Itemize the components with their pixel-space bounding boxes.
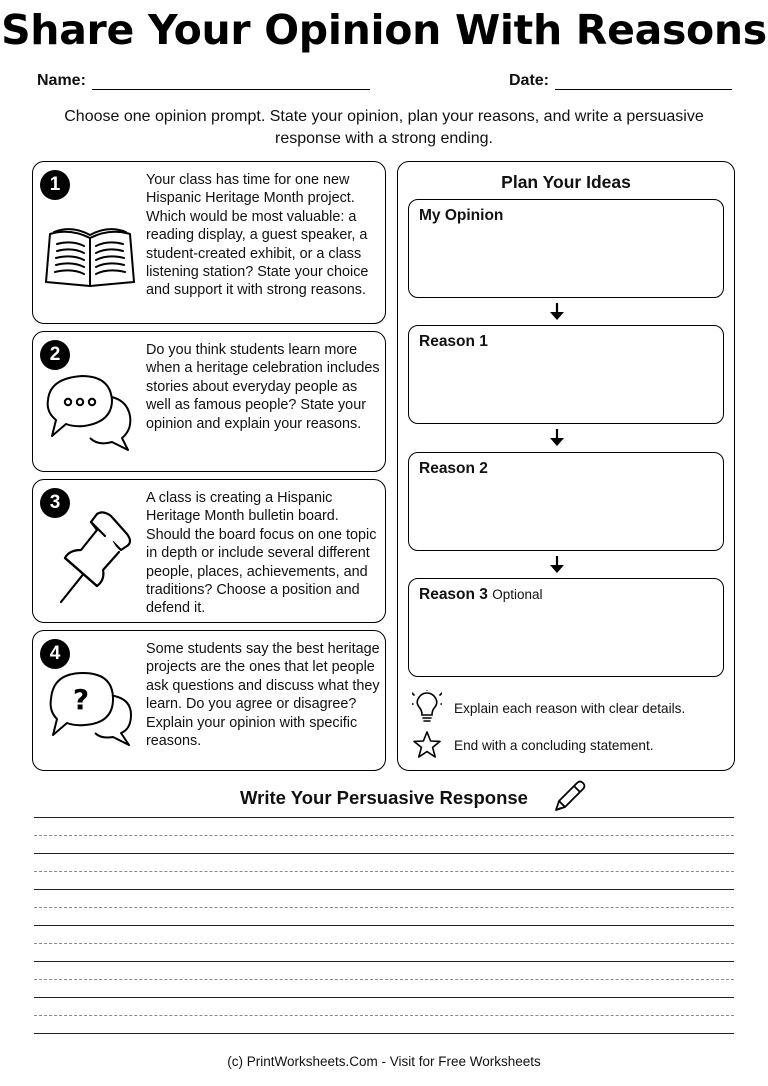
worksheet-title: Share Your Opinion With Reasons: [1, 6, 767, 54]
optional-tag: Optional: [492, 587, 543, 602]
response-title: Write Your Persuasive Response: [240, 787, 528, 808]
prompt-text: Do you think students learn more when a heritage celebration includes stories about everyday people as well as famous people? State your opinion and explain your reasons.: [146, 342, 380, 432]
svg-text:?: ?: [72, 683, 90, 716]
writing-line[interactable]: [34, 997, 734, 998]
star-icon: [412, 730, 442, 760]
date-field[interactable]: [555, 89, 732, 90]
date-label: Date:: [509, 72, 550, 89]
arrow-down-icon: [549, 555, 565, 575]
prompt-card-3[interactable]: [32, 479, 386, 623]
prompt-number-badge: 4: [40, 639, 70, 669]
prompt-text: Your class has time for one new Hispanic Heritage Month project. Which would be most valuable: a reading display, a guest speaker, a student-created exhibit, or a class listening station? State your choice and support it with strong reasons.: [146, 172, 369, 299]
writing-line[interactable]: [34, 817, 734, 818]
writing-line[interactable]: [34, 925, 734, 926]
plan-box-label: Reason 1: [419, 333, 488, 350]
writing-midline: [34, 1015, 734, 1016]
pushpin-icon: [51, 510, 141, 610]
pencil-icon: [552, 778, 588, 814]
question-bubbles-icon: [47, 669, 137, 749]
lightbulb-icon: [412, 690, 442, 724]
prompt-card-1[interactable]: [32, 161, 386, 324]
instructions-text: Choose one opinion prompt. State your opinion, plan your reasons, and write a persuasive response with a strong ending.: [64, 108, 704, 147]
reason-2-box[interactable]: [408, 452, 724, 551]
prompt-card-2[interactable]: [32, 331, 386, 472]
reason-3-box[interactable]: [408, 578, 724, 677]
name-field[interactable]: [92, 89, 370, 90]
prompt-number-badge: 1: [40, 170, 70, 200]
plan-box-label: My Opinion: [419, 207, 504, 224]
prompt-text: Some students say the best heritage projects are the ones that let people ask questions and discuss what they learn. Do you agree or disagree? Explain your opinion with specific reasons.: [146, 641, 380, 750]
speech-bubbles-icon: [44, 372, 134, 454]
name-label: Name:: [37, 72, 86, 89]
prompt-number-badge: 2: [40, 340, 70, 370]
writing-midline: [34, 871, 734, 872]
prompt-text: A class is creating a Hispanic Heritage Month bulletin board. Should the board focus on one topic in depth or include several different people, places, achievements, and traditions? Choose a position and defend it.: [146, 490, 377, 617]
plan-box-label: Reason 2: [419, 460, 488, 477]
tip-text: End with a concluding statement.: [454, 738, 654, 753]
writing-midline: [34, 979, 734, 980]
writing-line[interactable]: [34, 889, 734, 890]
writing-line[interactable]: [34, 1033, 734, 1034]
prompt-number-badge: 3: [40, 488, 70, 518]
reason-1-box[interactable]: [408, 325, 724, 424]
plan-panel: [397, 161, 735, 771]
writing-midline: [34, 943, 734, 944]
writing-midline: [34, 835, 734, 836]
writing-line[interactable]: [34, 961, 734, 962]
prompt-card-4[interactable]: [32, 630, 386, 771]
plan-title: Plan Your Ideas: [501, 172, 631, 192]
arrow-down-icon: [549, 302, 565, 322]
plan-box-label: Reason 3 Optional: [419, 586, 543, 603]
writing-midline: [34, 907, 734, 908]
footer-credit: (c) PrintWorksheets.Com - Visit for Free Worksheets: [227, 1054, 541, 1069]
open-book-icon: [42, 224, 138, 288]
writing-line[interactable]: [34, 853, 734, 854]
tip-text: Explain each reason with clear details.: [454, 701, 686, 716]
opinion-box[interactable]: [408, 199, 724, 298]
arrow-down-icon: [549, 428, 565, 448]
